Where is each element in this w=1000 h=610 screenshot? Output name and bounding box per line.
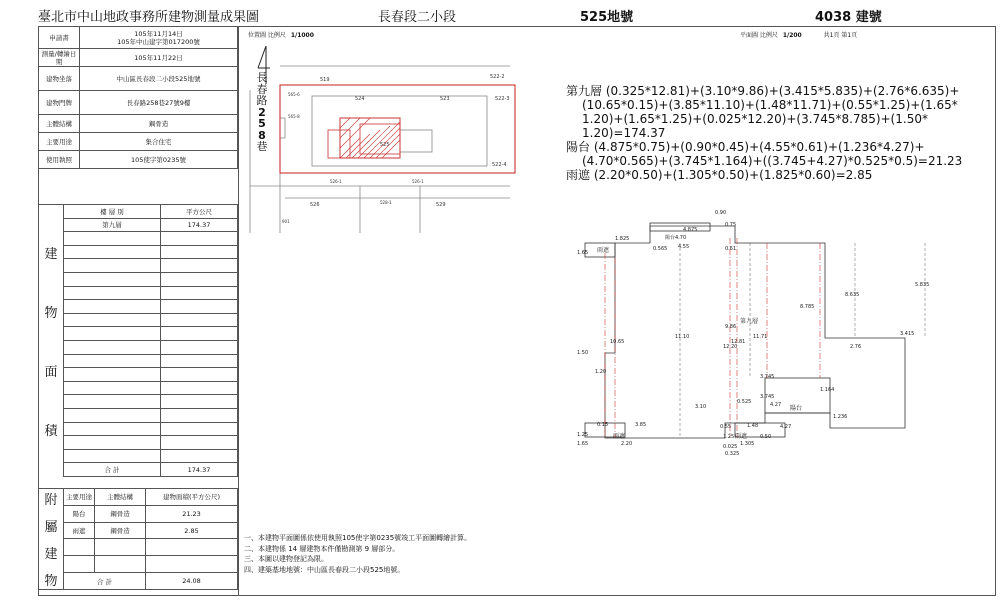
dim-label: 1.25: [577, 432, 589, 438]
dim-label: 3.745: [760, 394, 775, 400]
area-header: 平方公尺: [161, 205, 238, 219]
attached-area: 21.23: [146, 505, 238, 522]
building-number: 4038 建號: [815, 10, 882, 25]
attached-total-value: 24.08: [146, 573, 238, 590]
parcel-label: 519: [320, 77, 330, 83]
table-row: [39, 505, 238, 522]
attached-side-label: [39, 489, 64, 590]
attached-use: 陽台: [64, 505, 95, 522]
land-number: 525地號: [580, 10, 634, 25]
use-label: 主要用途: [39, 133, 80, 151]
formula-line: 雨遮 (2.20*0.50)+(1.305*0.50)+(1.825*0.60)=2.85: [566, 168, 873, 182]
dim-label: 2.20: [621, 441, 633, 447]
door-value: 長春路258巷27號9樓: [80, 91, 238, 115]
formula-line: (4.70*0.565)+(3.745*1.164)+((3.745+4.27)*0.525*0.5)=21.23: [582, 154, 963, 168]
street-char: 巷: [256, 140, 268, 153]
attached-use: 雨遮: [64, 522, 95, 539]
notes-block: [244, 533, 471, 575]
street-char: 路: [256, 94, 268, 107]
balcony-box: [650, 223, 710, 231]
dim-label: 陽台4.70: [665, 235, 687, 241]
parcel-label: 901: [282, 219, 290, 224]
note-line: 三、本圖以建物登記為限。: [244, 555, 328, 563]
dim-label: 9.86: [725, 324, 737, 330]
dim-label: 1.48: [747, 423, 759, 429]
formula-line: 陽台 (4.875*0.75)+(0.90*0.45)+(4.55*0.61)+(1.236*4.27)+: [566, 140, 925, 154]
street-char: 8: [258, 128, 266, 142]
col-area: 建物面積(平方公尺): [146, 489, 238, 506]
canopy-label: 雨遮: [613, 433, 626, 440]
survey-date-label: 測量/轉繪日期: [39, 49, 80, 67]
dim-label: 1.825: [615, 236, 630, 242]
dim-label: 4.27: [770, 402, 782, 408]
info-table: [38, 26, 238, 169]
attached-side-char: 附: [44, 493, 58, 508]
note-line: 四、建築基地地號：中山區長春段二小段525地號。: [244, 565, 405, 574]
dim-label: 0.525: [737, 399, 752, 405]
dim-label: 0.90: [715, 210, 727, 216]
dim-label: 4.55: [678, 244, 690, 250]
dim-label: 12.81: [731, 339, 746, 345]
dim-label: 11.71: [753, 334, 768, 340]
attached-area: 2.85: [146, 522, 238, 539]
permit-label: 使用執照: [39, 151, 80, 169]
location-scale-label: 位置圖 比例尺: [248, 32, 286, 39]
dim-label: 3.85: [635, 422, 647, 428]
formula-line: 1.20)+(1.65*1.25)+(0.025*12.20)+(3.745*8.785)+(1.50*: [582, 112, 928, 126]
dim-label: 0.15: [597, 422, 609, 428]
parcel-label: 528-1: [380, 200, 392, 205]
dim-label: 3.415: [900, 331, 915, 337]
area-side-char: 建: [44, 246, 58, 262]
dim-label: 0.61: [725, 246, 737, 252]
parcel-label: 526-1: [412, 179, 424, 184]
dim-label: 1.236: [833, 414, 848, 420]
dim-label: 8.635: [845, 292, 860, 298]
dim-label: 0.55: [720, 424, 732, 430]
formula-line: 第九層 (0.325*12.81)+(3.10*9.86)+(3.415*5.835)+(2.76*6.635)+: [566, 84, 960, 98]
note-line: 一、本建物平面圖係依使用執照105使字第0235號竣工平面圖轉繪計算。: [244, 534, 472, 542]
dim-label: 12.20: [723, 344, 738, 350]
parcel-label: 522-4: [492, 162, 507, 168]
dim-label: 11.10: [675, 334, 690, 340]
col-structure: 主體結構: [95, 489, 146, 506]
area-cell: 174.37: [161, 218, 238, 232]
dim-label: 0.025: [723, 444, 738, 450]
attached-side-char: 屬: [44, 520, 58, 535]
applicant-number: 105年中山建字第017200號: [117, 37, 200, 46]
dim-label: 1.305: [740, 441, 755, 447]
floor-outline: [605, 226, 905, 438]
floor-header: 樓 層 別: [64, 205, 161, 219]
area-total-value: 174.37: [161, 463, 238, 477]
attached-structure: 鋼骨造: [95, 505, 146, 522]
area-side-char: 物: [44, 305, 58, 321]
section-name: 長春段二小段: [378, 10, 457, 25]
page-count: 共1頁 第1頁: [823, 32, 858, 39]
attached-side-char: 建: [44, 547, 58, 562]
structure-label: 主體結構: [39, 115, 80, 133]
dim-label: 0.75: [725, 222, 737, 228]
parcel-label: 523: [440, 96, 450, 102]
parcel-label: 526-1: [330, 179, 342, 184]
permit-value: 105使字第0235號: [80, 151, 238, 169]
canopy-label: 雨遮: [735, 433, 748, 440]
floor-plan-scale: [740, 30, 857, 39]
street-name: [255, 72, 269, 153]
applicant-value: [80, 27, 238, 49]
dim-label: 8.785: [800, 304, 815, 310]
street-char: 春: [256, 82, 268, 96]
dim-label: 3.745: [760, 374, 775, 380]
parcel-label: 526: [310, 202, 320, 208]
floor-plan-scale-value: 1/200: [782, 32, 802, 39]
location-map: [240, 38, 530, 238]
col-use: 主要用途: [64, 489, 95, 506]
dim-label: 5.835: [915, 282, 930, 288]
applicant-date: 105年11月14日: [134, 29, 183, 38]
canopy-label: 雨遮: [597, 247, 610, 254]
base-parcel-outline: [280, 85, 515, 173]
parcel-label: 524: [355, 96, 365, 102]
dim-label: 1.65: [577, 441, 589, 447]
parcel-label: 522-2: [490, 74, 505, 80]
floor-plan-scale-label: 平面圖 比例尺: [740, 32, 778, 39]
dim-label: 1.164: [820, 387, 835, 393]
applicant-label: 申請書: [39, 27, 80, 49]
dim-label: 4.875: [683, 227, 698, 233]
area-side-char: 積: [44, 423, 58, 439]
dim-label: 3.10: [695, 404, 707, 410]
street-char: 5: [258, 117, 266, 130]
dim-label: 1.50: [577, 350, 589, 356]
parcel-label: 525: [380, 142, 390, 148]
structure-value: 鋼骨造: [80, 115, 238, 133]
formula-line: (10.65*0.15)+(3.85*11.10)+(1.48*11.71)+(0.55*1.25)+(1.65*: [582, 98, 958, 112]
attached-side-char: 物: [44, 574, 58, 589]
attached-total-label: 合 計: [64, 573, 146, 590]
location-value: 中山區長春段二小段525地號: [80, 67, 238, 91]
table-row: [39, 218, 238, 232]
location-scale-value: 1/1000: [290, 32, 314, 39]
dim-label: 10.65: [610, 339, 625, 345]
survey-date-value: 105年11月22日: [80, 49, 238, 67]
dim-label: 2.76: [850, 344, 862, 350]
attached-structure: 鋼骨造: [95, 522, 146, 539]
balcony-label: 陽台: [790, 405, 803, 412]
table-row: [39, 522, 238, 539]
office-title: 臺北市中山地政事務所建物測量成果圖: [38, 10, 260, 25]
area-side-char: 面: [44, 364, 58, 380]
dim-label: 0.50: [760, 434, 772, 440]
formula-line: 1.20)=174.37: [582, 126, 666, 140]
area-total-label: 合 計: [64, 463, 161, 477]
note-line: 二、本建物係 14 層建物本件僅勘測第 9 層部分。: [244, 544, 400, 553]
dim-label: 1.25: [723, 434, 735, 440]
floor-cell: 第九層: [64, 218, 161, 232]
use-value: 集合住宅: [80, 133, 238, 151]
dim-label: 4.27: [780, 424, 792, 430]
area-side-label: [39, 205, 64, 477]
street-char: 長: [256, 71, 268, 84]
door-label: 建物門牌: [39, 91, 80, 115]
street-char: 2: [258, 105, 266, 119]
floor-plan: [575, 198, 975, 468]
room-label: 第九層: [740, 318, 759, 325]
attached-table: [38, 488, 238, 590]
parcel-label: 565-6: [288, 92, 300, 97]
left-panel-divider: [238, 26, 239, 596]
dim-label: 0.565: [653, 246, 668, 252]
dim-label: 0.325: [725, 451, 740, 457]
location-label: 建物坐落: [39, 67, 80, 91]
dim-label: 1.20: [595, 369, 607, 375]
parcel-label: 565-8: [288, 114, 300, 119]
parcel-label: 529: [436, 202, 446, 208]
area-table: [38, 204, 238, 477]
parcel-label: 522-3: [495, 96, 510, 102]
dim-label: 1.65: [577, 250, 589, 256]
